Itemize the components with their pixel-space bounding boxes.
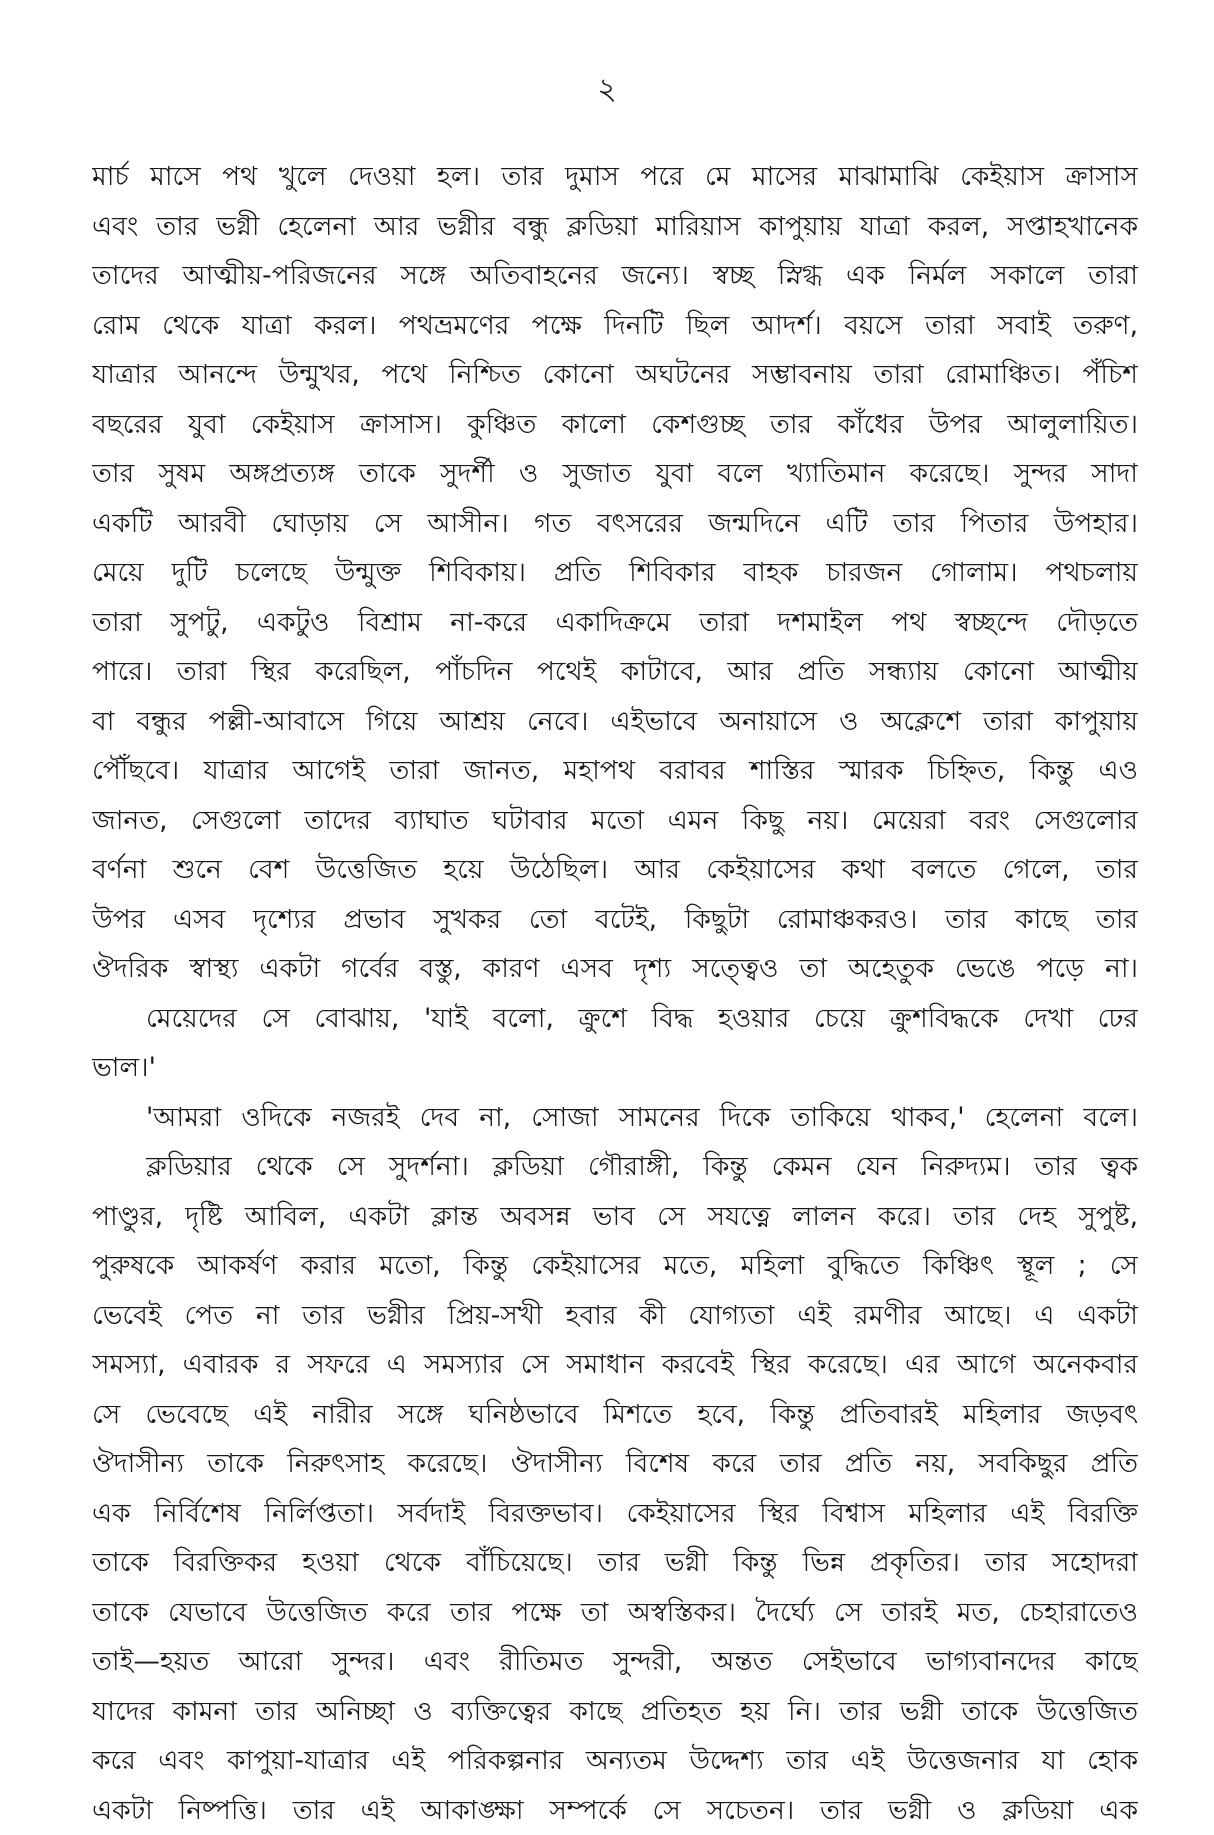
text-line: একটি আরবী ঘোড়ায় সে আসীন। গত বৎসরের জন্মদিনে এটি তার পিতার উপহার। [92,499,1138,549]
text-line: মেয়ে দুটি চলেছে উন্মুক্ত শিবিকায়। প্রতি শিবিকার বাহক চারজন গোলাম। পথচলায় [92,548,1138,598]
text-line: পাণ্ডুর, দৃষ্টি আবিল, একটা ক্লান্ত অবসন্ন ভাব সে সযত্নে লালন করে। তার দেহ সুপুষ্ট, [92,1192,1138,1242]
text-line: এক নির্বিশেষ নির্লিপ্ততা। সর্বদাই বিরক্তভাব। কেইয়াসের স্থির বিশ্বাস মহিলার এই বিরক্তি [92,1489,1138,1539]
text-line: বা বন্ধুর পল্লী-আবাসে গিয়ে আশ্রয় নেবে। এইভাবে অনায়াসে ও অক্লেশে তারা কাপুয়ায় [92,697,1138,747]
text-line: মার্চ মাসে পথ খুলে দেওয়া হল। তার দুমাস পরে মে মাসের মাঝামাঝি কেইয়াস ক্রাসাস [92,152,1138,202]
text-line: রোম থেকে যাত্রা করল। পথভ্রমণের পক্ষে দিনটি ছিল আদর্শ। বয়সে তারা সবাই তরুণ, [92,301,1138,351]
text-line: তাদের আত্মীয়-পরিজনের সঙ্গে অতিবাহনের জন্যে। স্বচ্ছ স্নিগ্ধ এক নির্মল সকালে তারা [92,251,1138,301]
text-line: তাকে যেভাবে উত্তেজিত করে তার পক্ষে তা অস্বস্তিকর। দৈর্ঘ্যে সে তারই মত, চেহারাতেও [92,1588,1138,1638]
text-line: তার সুষম অঙ্গপ্রত্যঙ্গ তাকে সুদর্শী ও সুজাত যুবা বলে খ্যাতিমান করেছে। সুন্দর সাদা [92,449,1138,499]
text-line: 'আমরা ওদিকে নজরই দেব না, সোজা সামনের দিকে তাকিয়ে থাকব,' হেলেনা বলে। [92,1093,1138,1143]
text-line: তাই—হয়ত আরো সুন্দর। এবং রীতিমত সুন্দরী, অন্তত সেইভাবে ভাগ্যবানদের কাছে [92,1637,1138,1687]
text-line: ক্লডিয়ার থেকে সে সুদর্শনা। ক্লডিয়া গৌরাঙ্গী, কিন্তু কেমন যেন নিরুদ্যম। তার ত্বক [92,1142,1138,1192]
text-line: বছরের যুবা কেইয়াস ক্রাসাস। কুঞ্চিত কালো কেশগুচ্ছ তার কাঁধের উপর আলুলায়িত। [92,400,1138,450]
text-line: যাদের কামনা তার অনিচ্ছা ও ব্যক্তিত্বের কাছে প্রতিহত হয় নি। তার ভগ্নী তাকে উত্তেজিত [92,1687,1138,1737]
text-line: যাত্রার আনন্দে উন্মুখর, পথে নিশ্চিত কোনো অঘটনের সম্ভাবনায় তারা রোমাঞ্চিত। পঁচিশ [92,350,1138,400]
text-line: ঔদাসীন্য তাকে নিরুৎসাহ করেছে। ঔদাসীন্য বিশেষ করে তার প্রতি নয়, সবকিছুর প্রতি [92,1439,1138,1489]
text-line: এবং তার ভগ্নী হেলেনা আর ভগ্নীর বন্ধু ক্লডিয়া মারিয়াস কাপুয়ায় যাত্রা করল, সপ্তাহখানেক [92,202,1138,252]
text-line: ভাল।' [92,1043,1138,1093]
text-line: উপর এসব দৃশ্যের প্রভাব সুখকর তো বটেই, কিছুটা রোমাঞ্চকরও। তার কাছে তার [92,895,1138,945]
body-text [92,152,1138,1835]
text-line: জানত, সেগুলো তাদের ব্যাঘাত ঘটাবার মতো এমন কিছু নয়। মেয়েরা বরং সেগুলোর [92,796,1138,846]
text-line: তারা সুপটু, একটুও বিশ্রাম না-করে একাদিক্রমে তারা দশমাইল পথ স্বচ্ছন্দে দৌড়তে [92,598,1138,648]
text-line: মেয়েদের সে বোঝায়, 'যাই বলো, ক্রুশে বিদ্ধ হওয়ার চেয়ে ক্রুশবিদ্ধকে দেখা ঢের [92,994,1138,1044]
text-line: সমস্যা, এবারক র সফরে এ সমস্যার সে সমাধান করবেই স্থির করেছে। এর আগে অনেকবার [92,1340,1138,1390]
text-line: তাকে বিরক্তিকর হওয়া থেকে বাঁচিয়েছে। তার ভগ্নী কিন্তু ভিন্ন প্রকৃতির। তার সহোদরা [92,1538,1138,1588]
text-line: পৌঁছবে। যাত্রার আগেই তারা জানত, মহাপথ বরাবর শাস্তির স্মারক চিহ্নিত, কিন্তু এও [92,746,1138,796]
text-line: সে ভেবেছে এই নারীর সঙ্গে ঘনিষ্ঠভাবে মিশতে হবে, কিন্তু প্রতিবারই মহিলার জড়বৎ [92,1390,1138,1440]
text-line: করে এবং কাপুয়া-যাত্রার এই পরিকল্পনার অন্যতম উদ্দেশ্য তার এই উত্তেজনার যা হোক [92,1736,1138,1786]
text-line: একটা নিষ্পত্তি। তার এই আকাঙ্ক্ষা সম্পর্কে সে সচেতন। তার ভগ্নী ও ক্লডিয়া এক [92,1786,1138,1835]
page-number: ২ [0,70,1214,110]
text-line: বর্ণনা শুনে বেশ উত্তেজিত হয়ে উঠেছিল। আর কেইয়াসের কথা বলতে গেলে, তার [92,845,1138,895]
text-line: ঔদরিক স্বাস্থ্য একটা গর্বের বস্তু, কারণ এসব দৃশ্য সত্ত্বেও তা অহেতুক ভেঙে পড়ে না। [92,944,1138,994]
text-line: পারে। তারা স্থির করেছিল, পাঁচদিন পথেই কাটাবে, আর প্রতি সন্ধ্যায় কোনো আত্মীয় [92,647,1138,697]
text-line: ভেবেই পেত না তার ভগ্নীর প্রিয়-সখী হবার কী যোগ্যতা এই রমণীর আছে। এ একটা [92,1291,1138,1341]
text-line: পুরুষকে আকর্ষণ করার মতো, কিন্তু কেইয়াসের মতে, মহিলা বুদ্ধিতে কিঞ্চিৎ স্থূল ; সে [92,1241,1138,1291]
